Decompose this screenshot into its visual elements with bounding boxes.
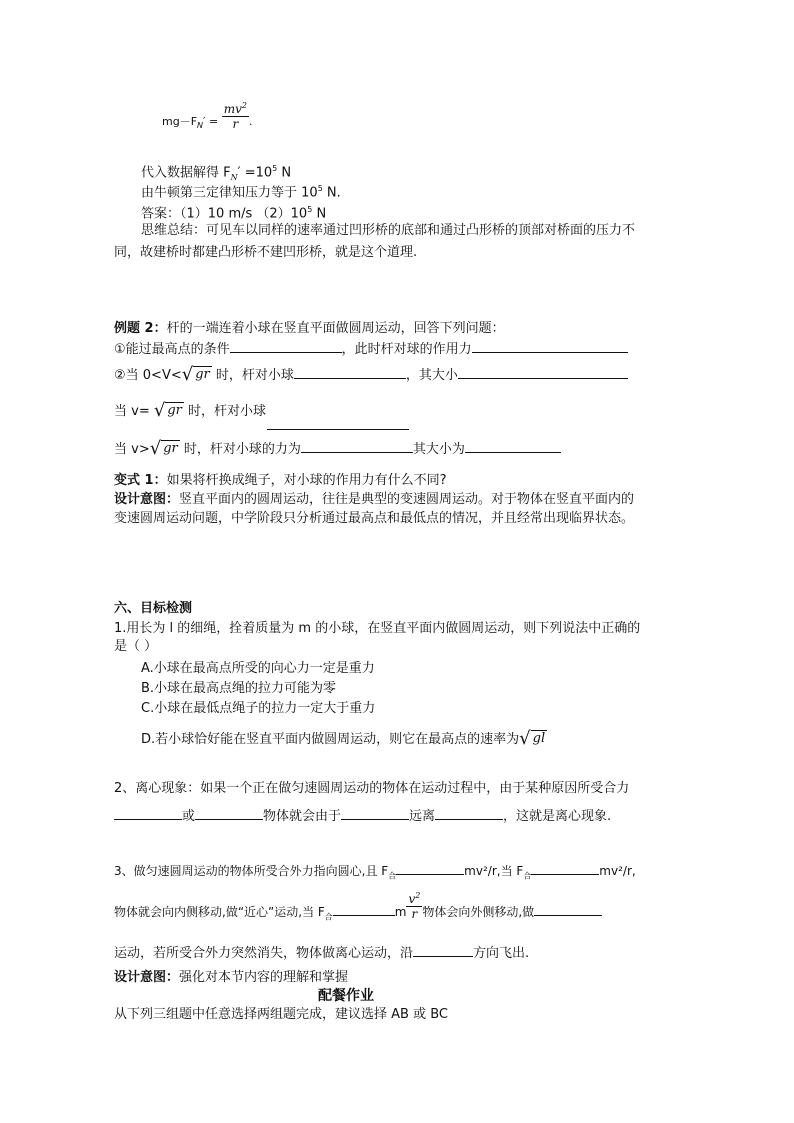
q3-line3-a: 运动，若所受合外力突然消失，物体做离心运动，沿 [114,946,414,961]
radical-sign: √ [519,728,531,749]
solution-line2 [141,180,341,202]
q2-blank-d[interactable] [435,807,503,820]
eq-numerator [222,99,249,117]
line2-rest: N. [322,185,341,201]
design-intent-1 [114,491,634,509]
q2-end: ，这就是离心现象. [503,809,612,824]
line2-sup: 5 [317,184,323,193]
eq-end: . [249,115,253,128]
answer-sup: 5 [307,205,313,214]
design-label: 设计意图： [114,492,180,507]
q3-blank-4[interactable] [534,903,602,916]
q3-blank-5[interactable] [413,944,473,957]
q2-text-b: 时，杆对小球 [211,368,294,383]
s6-design-text: 强化对本节内容的理解和掌握 [179,970,349,985]
s6-q1-line2: 是（ ） [114,639,158,654]
q3-sub-3: 合 [324,912,333,922]
line1-text: 代入数据解得 F [141,165,231,181]
line1-sub: N [230,172,238,182]
q3-den: r [411,906,418,921]
q2-blank-b[interactable] [195,807,263,820]
q2-away: 远离 [409,809,436,824]
example2-q4 [114,440,561,459]
example2-q2 [114,366,628,385]
q4-blank-1[interactable] [301,440,413,453]
s6-q2-line2 [114,807,611,826]
q2-text-c: ，其大小 [405,368,458,383]
summary-line2: 同，故建桥时都建凸形桥不建凹形桥，就是这个道理. [114,245,418,260]
q3-line1-a: 3、做匀速圆周运动的物体所受合外力指向圆心,且 F [114,864,389,878]
q1-blank-2[interactable] [472,340,628,353]
s6-q2-line1: 2、离心现象：如果一个正在做匀速圆周运动的物体在运动过程中，由于某种原因所受合力 [114,781,630,796]
q3-line2-a: 物体就会向内侧移动,做“近心”运动,当 F [114,905,325,919]
sqrt-arg: gr [167,403,182,418]
q1-text-b: ，此时杆对球的作用力 [341,342,472,357]
example2-label: 例题 2： [114,321,167,336]
answer-line [141,201,326,223]
radical-sign: √ [153,400,166,421]
q3-line1-b: mv²/r,当 F [464,864,524,878]
q3-sub-2: 合 [523,871,532,881]
q3-sup: 2 [415,890,421,900]
option-d-text: D.若小球恰好能在竖直平面内做圆周运动，则它在最高点的速率为 [141,731,520,747]
q3-fraction [406,889,422,921]
s6-option-b[interactable]: B.小球在最高点绳的拉力可能为零 [141,681,337,696]
q3-m: m [394,905,407,919]
q3-text-a: 当 v= [114,403,154,419]
example2-title [114,320,505,338]
q3-blank-1[interactable] [396,862,464,875]
q1-text-a: ①能过最高点的条件 [114,342,230,357]
section6-heading: 六、目标检测 [114,601,193,616]
sqrt-arg: gr [163,441,178,457]
radical-sign: √ [149,438,162,460]
q3-numerator [406,889,422,907]
summary-line1: 思维总结：可见车以同样的速率通过凹形桥的底部和通过凸形桥的顶部对桥面的压力不 [141,223,636,238]
design-intent-2: 变速圆周运动问题，中学阶段只分析通过最高点和最低点的情况，并且经常出现临界状态。 [114,511,635,526]
sqrt-arg: gr [195,367,210,383]
q1-blank-1[interactable] [230,340,342,353]
variant1 [114,472,446,490]
sqrt-gr-3 [150,440,180,459]
eq-prime: ′ = [203,115,219,128]
q2-text-a: ②当 0<V< [114,368,182,383]
example2-title-text: 杆的一端连着小球在竖直平面做圆周运动，回答下列问题： [166,321,505,336]
line1-rest: ′ =10 [237,165,273,181]
example2-q1 [114,340,628,359]
q4-text-a: 当 v> [114,442,150,457]
line1-sup: 5 [272,164,278,173]
eq-sub: N [197,121,204,131]
q3-num: v [408,891,416,906]
s6-q1-line1: 1.用长为 l 的细绳，拴着质量为 m 的小球，在竖直平面内做圆周运动，则下列说法中正确的 [114,621,641,636]
s6-q3-line3 [114,944,529,963]
variant-label: 变式 1： [114,473,167,488]
sqrt-gl [519,730,547,749]
s6-design-label: 设计意图： [114,970,180,985]
homework-title: 配餐作业 [318,988,374,1004]
line2-text: 由牛顿第三定律知压力等于 10 [141,185,318,201]
s6-option-d[interactable] [141,730,547,749]
line1-unit: N [277,165,292,181]
sqrt-gr-2 [154,402,184,421]
example2-q3 [114,402,266,421]
s6-q3-line2 [114,890,602,926]
q2-blank-2[interactable] [458,366,628,379]
answer-unit: N [312,206,327,222]
radical-sign: √ [181,364,194,386]
answer-text: 答案：（1）10 m/s （2）10 [141,206,308,222]
q3-blank[interactable] [267,429,409,430]
q3-line3-b: 方向飞出. [473,946,530,961]
s6-option-a[interactable]: A.小球在最高点所受的向心力一定是重力 [141,661,375,676]
q2-due: 物体就会由于 [263,809,342,824]
q2-blank-c[interactable] [341,807,409,820]
eq-den: r [232,117,239,131]
eq-fraction [222,99,249,131]
eq-left: mg－F [162,115,198,128]
sqrt-arg: gl [532,731,546,746]
q3-text-b: 时，杆对小球 [183,403,267,419]
s6-design-intent [114,969,348,987]
q2-or: 或 [182,809,196,824]
s6-option-c[interactable]: C.小球在最低点绳子的拉力一定大于重力 [141,701,376,716]
q3-blank-3[interactable] [333,903,395,916]
q3-line1-c: mv²/r, [599,864,636,878]
q4-text-b: 时，杆对小球的力为 [179,442,301,457]
q4-blank-2[interactable] [465,440,561,453]
q3-blank-2[interactable] [531,862,599,875]
q3-sub-1: 合 [388,871,397,881]
homework-instruction: 从下列三组题中任意选择两组题完成，建议选择 AB 或 BC [114,1007,448,1022]
q2-blank-a[interactable] [114,807,182,820]
sqrt-gr-1 [182,366,212,385]
q3-line2-b: 物体会向外侧移动,做 [422,905,535,919]
design-text-1: 竖直平面内的圆周运动，往往是典型的变速圆周运动。对于物体在竖直平面内的 [179,492,635,507]
q4-text-c: 其大小为 [412,442,465,457]
s6-q3-line1 [114,862,636,885]
variant-text: 如果将杆换成绳子，对小球的作用力有什么不同? [166,473,447,488]
equation [162,101,253,135]
eq-sup: 2 [241,101,247,110]
q2-blank-1[interactable] [294,366,406,379]
eq-num: mv [223,102,242,116]
